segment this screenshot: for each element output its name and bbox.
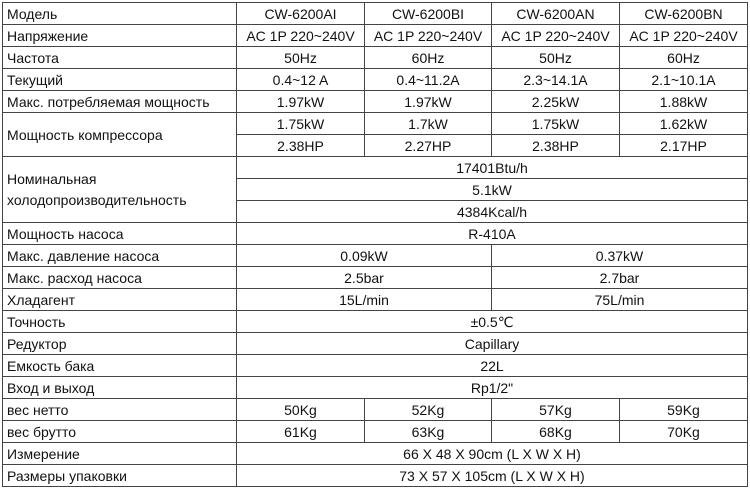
label-model: Модель bbox=[3, 3, 237, 25]
row-cooling-btu bbox=[3, 157, 748, 179]
cell-value: 63Kg bbox=[365, 421, 492, 443]
row-inlet-outlet bbox=[3, 377, 748, 399]
row-max-pump-flow bbox=[3, 267, 748, 289]
label-gross-weight: вес брутто bbox=[3, 421, 237, 443]
cell-value: 50Hz bbox=[492, 47, 620, 69]
cell-value: 52Kg bbox=[365, 399, 492, 421]
row-max-power bbox=[3, 91, 748, 113]
row-compressor-kw bbox=[3, 113, 748, 135]
label-net-weight: вес нетто bbox=[3, 399, 237, 421]
cell-value: 1.88kW bbox=[620, 91, 748, 113]
cell-value: AC 1P 220~240V bbox=[492, 25, 620, 47]
cell-value: 2.27HP bbox=[365, 135, 492, 157]
cell-value: 2.38HP bbox=[237, 135, 365, 157]
label-dimensions: Измерение bbox=[3, 443, 237, 465]
cell-value: Capillary bbox=[237, 333, 748, 355]
cell-value: 0.4~11.2A bbox=[365, 69, 492, 91]
cell-value: 1.62kW bbox=[620, 113, 748, 135]
cell-value: 61Kg bbox=[237, 421, 365, 443]
label-cooling-capacity: Номинальная холодопроизводительность bbox=[3, 157, 237, 223]
cell-value: 1.7kW bbox=[365, 113, 492, 135]
row-frequency bbox=[3, 47, 748, 69]
cell-value: 2.17HP bbox=[620, 135, 748, 157]
cell-value: 22L bbox=[237, 355, 748, 377]
label-pump-power: Мощность насоса bbox=[3, 223, 237, 245]
label-frequency: Частота bbox=[3, 47, 237, 69]
cell-value: 4384Kcal/h bbox=[237, 201, 748, 223]
model-header: CW-6200BN bbox=[620, 3, 748, 25]
cell-value: 59Kg bbox=[620, 399, 748, 421]
label-max-power: Макс. потребляемая мощность bbox=[3, 91, 237, 113]
row-voltage bbox=[3, 25, 748, 47]
label-package-dimensions: Размеры упаковки bbox=[3, 465, 237, 487]
row-pump-power bbox=[3, 223, 748, 245]
row-precision bbox=[3, 311, 748, 333]
label-reducer: Редуктор bbox=[3, 333, 237, 355]
row-refrigerant bbox=[3, 289, 748, 311]
cell-value: 68Kg bbox=[492, 421, 620, 443]
cell-value: 1.97kW bbox=[365, 91, 492, 113]
cell-value: 0.37kW bbox=[492, 245, 748, 267]
cell-value: AC 1P 220~240V bbox=[237, 25, 365, 47]
spec-table bbox=[2, 2, 748, 487]
label-refrigerant: Хладагент bbox=[3, 289, 237, 311]
cell-value: 2.38HP bbox=[492, 135, 620, 157]
cell-value: 2.25kW bbox=[492, 91, 620, 113]
cell-value: AC 1P 220~240V bbox=[620, 25, 748, 47]
cell-value: 0.09kW bbox=[237, 245, 492, 267]
cell-value: 2.5bar bbox=[237, 267, 492, 289]
cell-value: 15L/min bbox=[237, 289, 492, 311]
row-dimensions bbox=[3, 443, 748, 465]
row-gross-weight bbox=[3, 421, 748, 443]
row-current bbox=[3, 69, 748, 91]
cell-value: 57Kg bbox=[492, 399, 620, 421]
model-header: CW-6200BI bbox=[365, 3, 492, 25]
cell-value: 2.3~14.1A bbox=[492, 69, 620, 91]
row-model bbox=[3, 3, 748, 25]
label-current: Текущий bbox=[3, 69, 237, 91]
cell-value: 1.75kW bbox=[492, 113, 620, 135]
cell-value: Rp1/2" bbox=[237, 377, 748, 399]
cell-value: 70Kg bbox=[620, 421, 748, 443]
label-tank-capacity: Емкость бака bbox=[3, 355, 237, 377]
cell-value: 60Hz bbox=[365, 47, 492, 69]
label-voltage: Напряжение bbox=[3, 25, 237, 47]
model-header: CW-6200AN bbox=[492, 3, 620, 25]
row-reducer bbox=[3, 333, 748, 355]
cell-value: 1.97kW bbox=[237, 91, 365, 113]
cell-value: R-410A bbox=[237, 223, 748, 245]
cell-value: 66 X 48 X 90cm (L X W X H) bbox=[237, 443, 748, 465]
cell-value: 73 X 57 X 105cm (L X W X H) bbox=[237, 465, 748, 487]
cell-value: ±0.5℃ bbox=[237, 311, 748, 333]
row-max-pump-pressure bbox=[3, 245, 748, 267]
cell-value: 1.75kW bbox=[237, 113, 365, 135]
label-inlet-outlet: Вход и выход bbox=[3, 377, 237, 399]
cell-value: 50Kg bbox=[237, 399, 365, 421]
label-compressor-power: Мощность компрессора bbox=[3, 113, 237, 157]
cell-value: 50Hz bbox=[237, 47, 365, 69]
cell-value: 60Hz bbox=[620, 47, 748, 69]
label-max-pump-pressure: Макс. давление насоса bbox=[3, 245, 237, 267]
label-max-pump-flow: Макс. расход насоса bbox=[3, 267, 237, 289]
cell-value: 17401Btu/h bbox=[237, 157, 748, 179]
cell-value: 5.1kW bbox=[237, 179, 748, 201]
cell-value: AC 1P 220~240V bbox=[365, 25, 492, 47]
row-net-weight bbox=[3, 399, 748, 421]
row-package-dimensions bbox=[3, 465, 748, 487]
cell-value: 75L/min bbox=[492, 289, 748, 311]
label-precision: Точность bbox=[3, 311, 237, 333]
model-header: CW-6200AI bbox=[237, 3, 365, 25]
cell-value: 0.4~12 A bbox=[237, 69, 365, 91]
row-tank-capacity bbox=[3, 355, 748, 377]
cell-value: 2.1~10.1A bbox=[620, 69, 748, 91]
cell-value: 2.7bar bbox=[492, 267, 748, 289]
